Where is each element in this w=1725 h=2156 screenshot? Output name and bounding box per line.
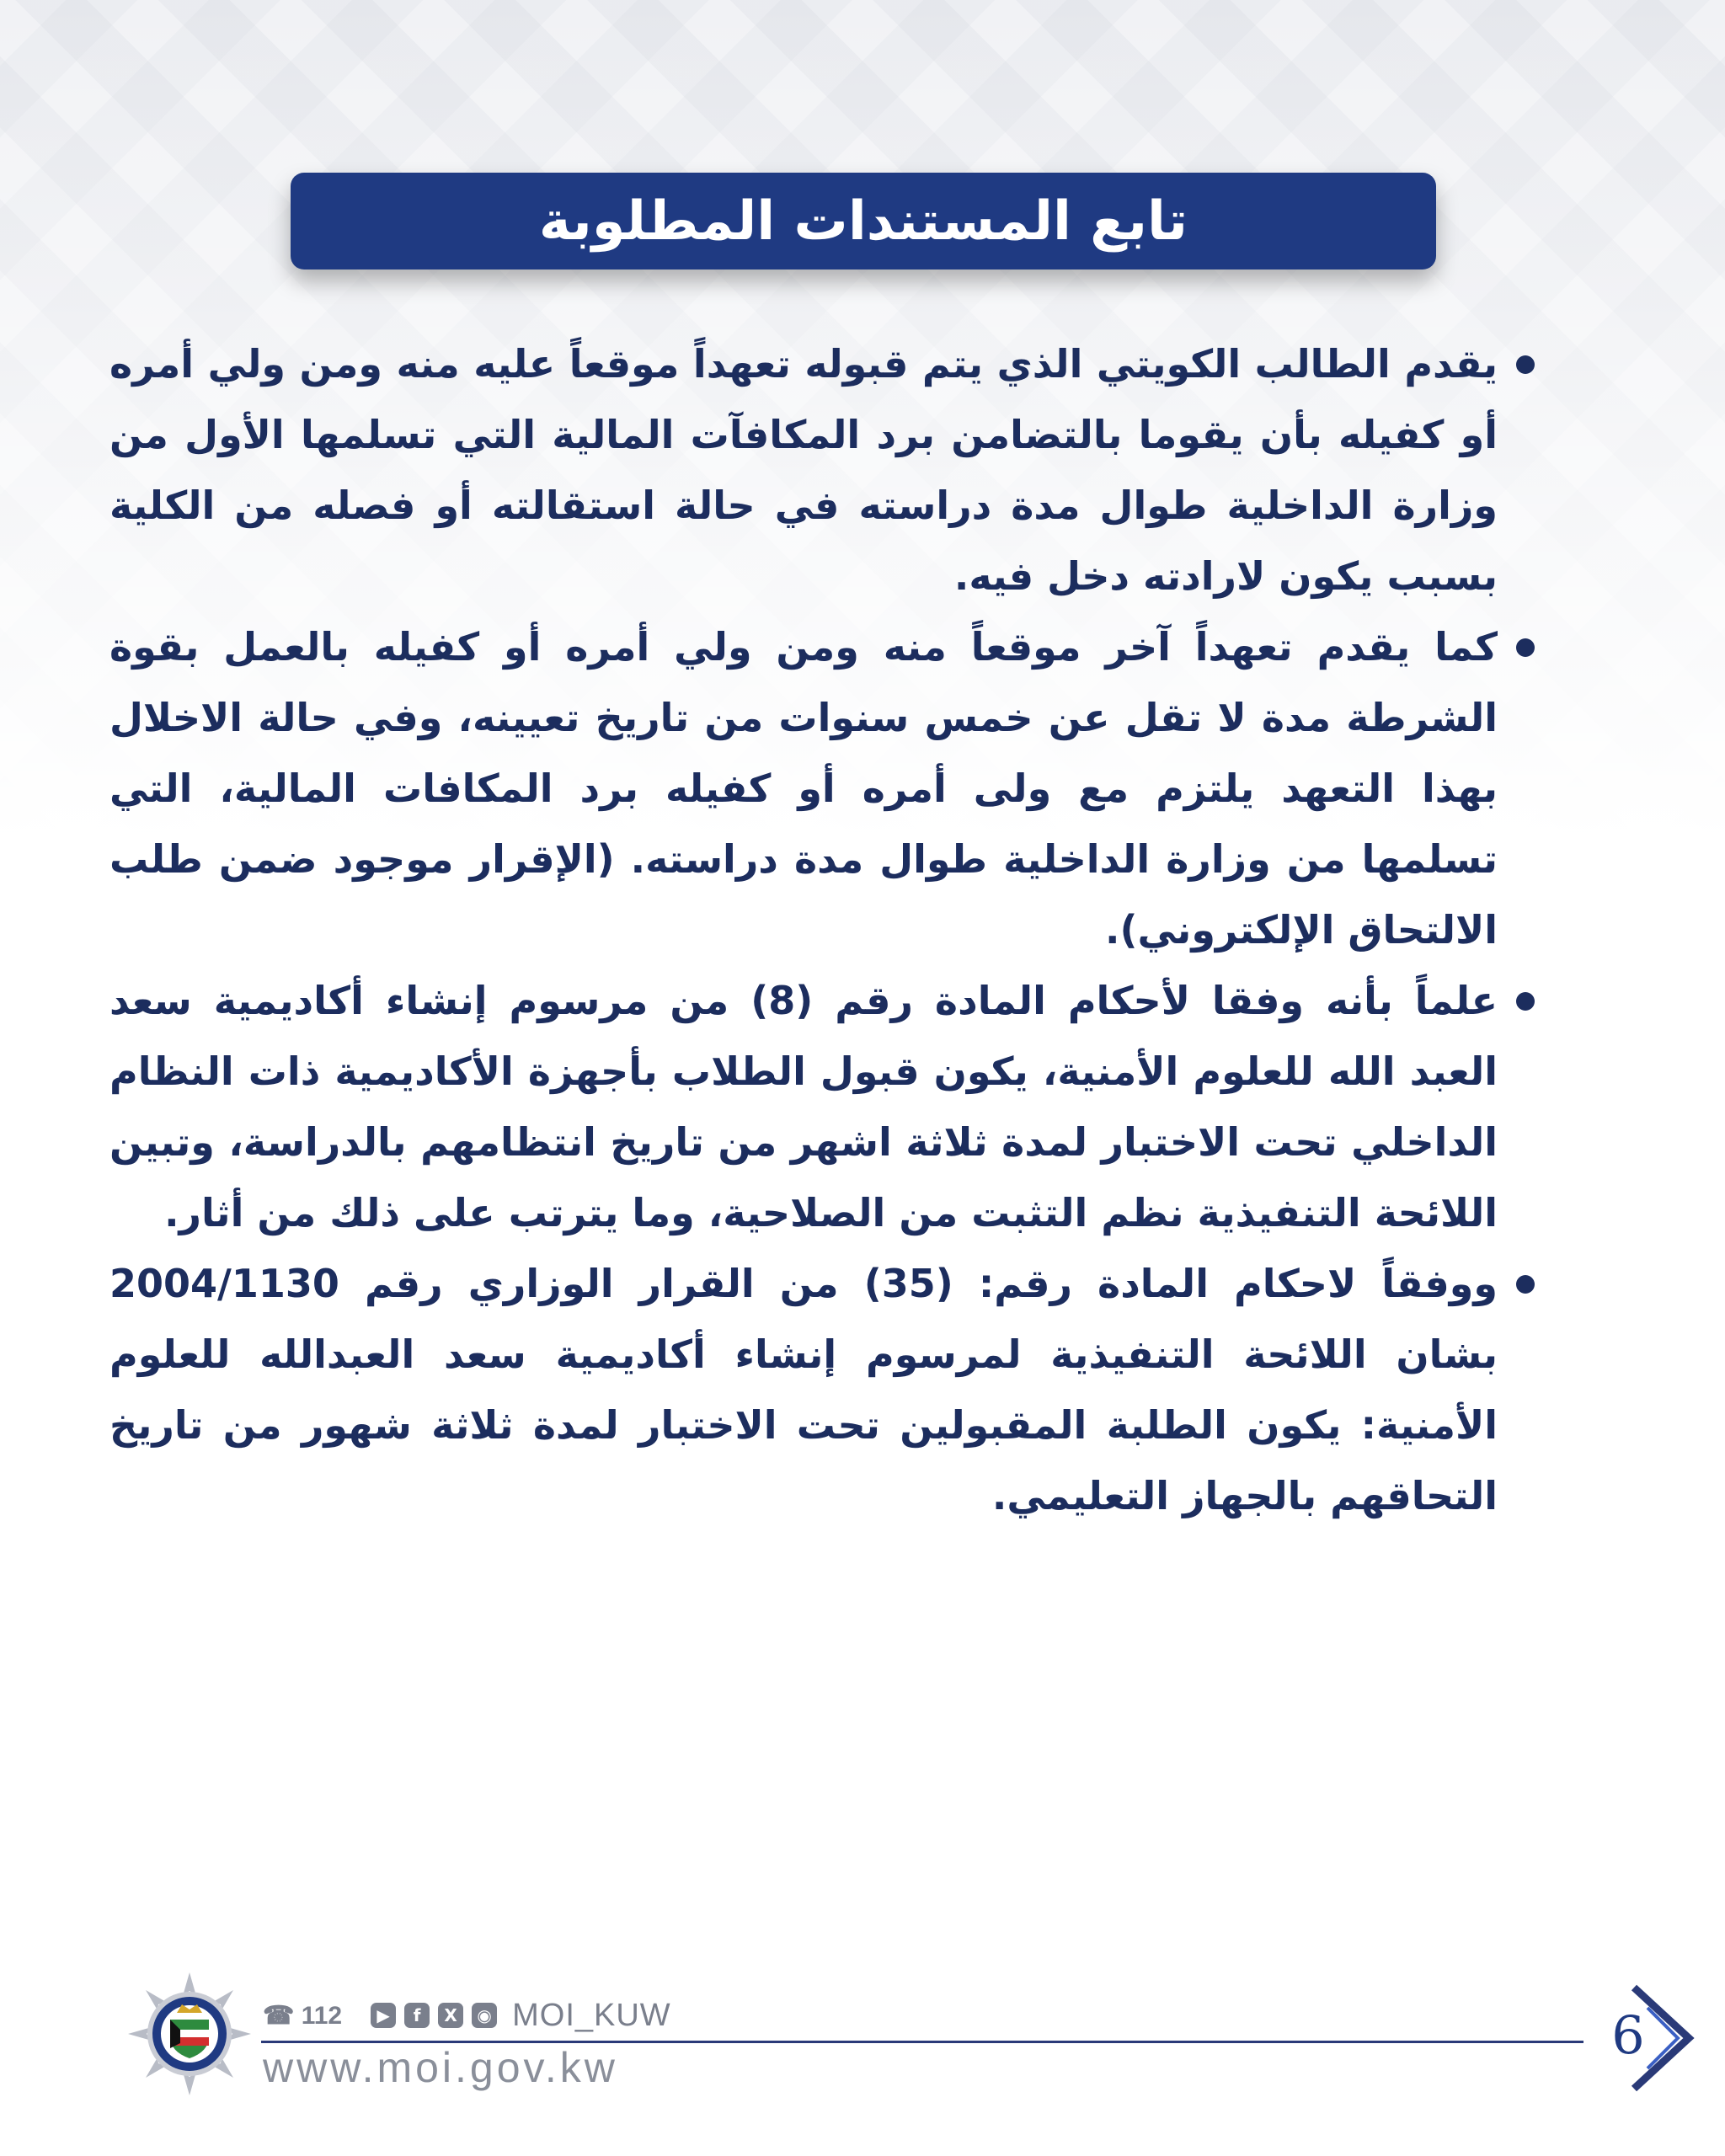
- bullet-icon: [1516, 992, 1535, 1011]
- page-number: 6: [1611, 2004, 1645, 2066]
- requirements-list: [109, 328, 1541, 1531]
- bullet-icon: [1516, 1275, 1535, 1294]
- contact-row: [263, 1996, 671, 2035]
- bullet-icon: [1516, 355, 1535, 374]
- list-item: [109, 965, 1541, 1248]
- title-banner: [291, 173, 1436, 270]
- list-item-text: كما يقدم تعهداً آخر موقعاً منه ومن ولي أمره أو كفيله بالعمل بقوة الشرطة مدة لا تقل عن خمس سنوات من تاريخ تعيينه، وفي حالة الاخلال بهذا التعهد يلتزم مع ولى أمره أو كفيله برد المكافات المالية، التي تسلمها من وزارة الداخلية طوال مدة دراسته. (الإقرار موجود ضمن طلب الالتحاق الإلكتروني).: [109, 624, 1498, 953]
- x-icon[interactable]: X: [438, 2003, 463, 2028]
- website-link[interactable]: www.moi.gov.kw: [263, 2044, 618, 2091]
- list-item-text: يقدم الطالب الكويتي الذي يتم قبوله تعهداً موقعاً عليه منه ومن ولي أمره أو كفيله بأن يقوما بالتضامن برد المكافآت المالية التي تسلمها الأول من وزارة الداخلية طوال مدة دراسته في حالة استقالته أو فصله من الكلية بسبب يكون لارادته دخل فيه.: [109, 341, 1498, 599]
- youtube-icon[interactable]: ▶: [371, 2003, 396, 2028]
- list-item-text: ووفقاً لاحكام المادة رقم: (35) من القرار الوزاري رقم 2004/1130 بشان اللائحة التنفيذية لمرسوم إنشاء أكاديمية سعد العبدالله للعلوم الأمنية: يكون الطلبة المقبولين تحت الاختبار لمدة ثلاثة شهور من تاريخ التحاقهم بالجهاز التعليمي.: [109, 1261, 1498, 1518]
- social-handle[interactable]: MOI_KUW: [512, 1997, 671, 2033]
- list-item: [109, 1248, 1541, 1531]
- footer-divider: [261, 2041, 1583, 2043]
- phone-number[interactable]: ☎ 112: [263, 2001, 343, 2030]
- list-item-text: علماً بأنه وفقا لأحكام المادة رقم (8) من مرسوم إنشاء أكاديمية سعد العبد الله للعلوم الأمنية، يكون قبول الطلاب بأجهزة الأكاديمية ذات النظام الداخلي تحت الاختبار لمدة ثلاثة اشهر من تاريخ انتظامهم بالدراسة، وتبين اللائحة التنفيذية نظم التثبت من الصلاحية، وما يترتب على ذلك من أثار.: [109, 978, 1498, 1235]
- facebook-icon[interactable]: f: [404, 2003, 430, 2028]
- kuwait-police-emblem-icon: [126, 1971, 253, 2097]
- bullet-icon: [1516, 638, 1535, 657]
- list-item: [109, 328, 1541, 611]
- list-item: [109, 611, 1541, 965]
- instagram-icon[interactable]: ◉: [472, 2003, 497, 2028]
- page-title: تابع المستندات المطلوبة: [538, 189, 1188, 253]
